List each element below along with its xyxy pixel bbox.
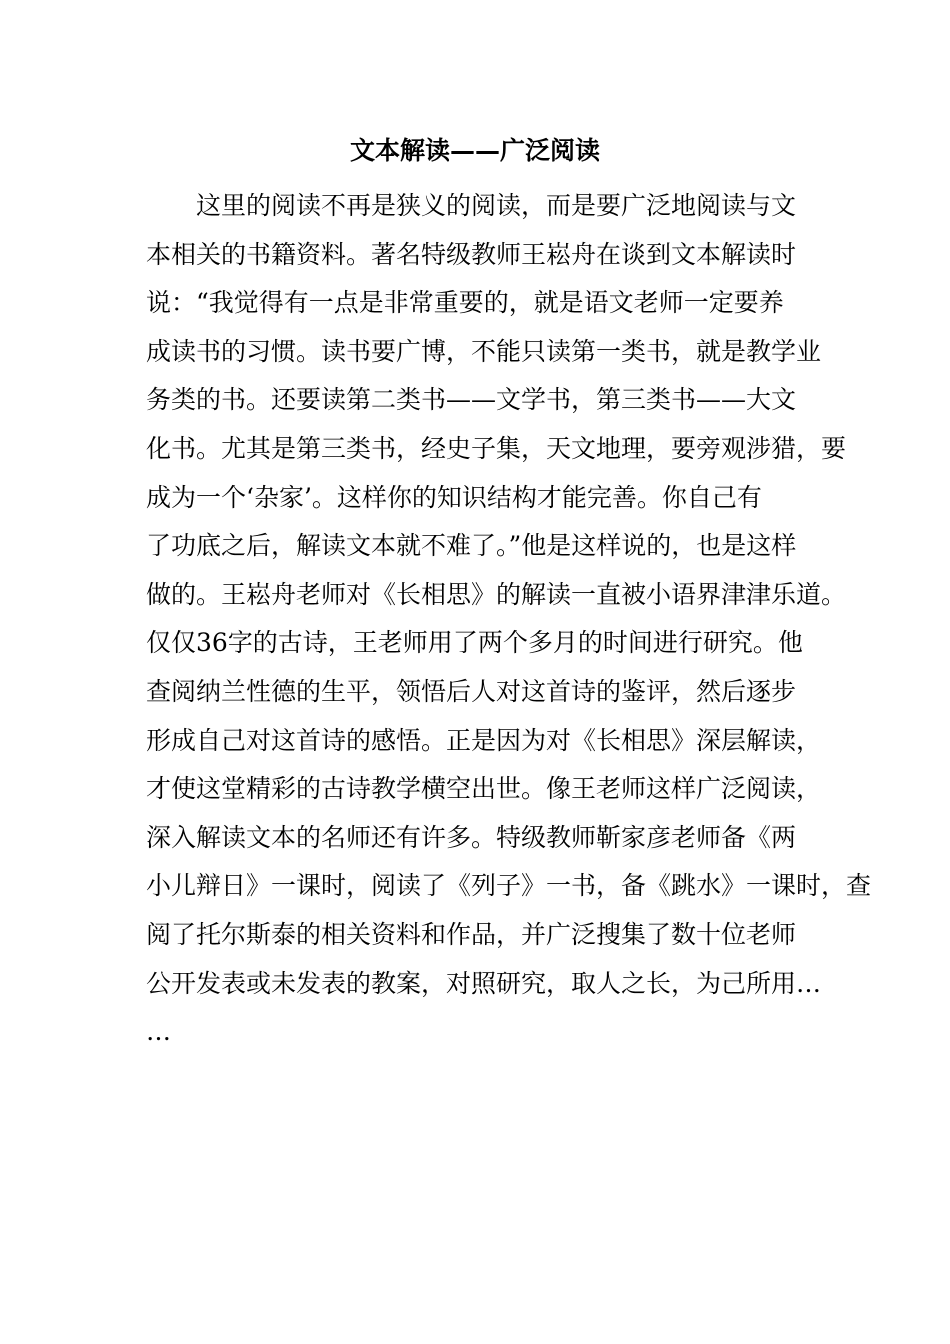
paragraph-line: 阅了托尔斯泰的相关资料和作品，并广泛搜集了数十位老师 — [146, 919, 797, 949]
paragraph-line: 做的。王崧舟老师对《长相思》的解读一直被小语界津津乐道。 — [146, 579, 847, 609]
paragraph-line: … — [146, 1017, 171, 1047]
paragraph-line: 查阅纳兰性德的生平，领悟后人对这首诗的鉴评，然后逐步 — [146, 676, 797, 706]
document-title: 文本解读——广泛阅读 — [349, 136, 600, 165]
paragraph-line: 务类的书。还要读第二类书——文学书，第三类书——大文 — [146, 385, 797, 415]
paragraph-line: 成为一个‘杂家’。这样你的知识结构才能完善。你自己有 — [146, 482, 762, 512]
paragraph-line: 这里的阅读不再是狭义的阅读，而是要广泛地阅读与文 — [196, 191, 797, 220]
paragraph-line: 本相关的书籍资料。著名特级教师王崧舟在谈到文本解读时 — [146, 239, 797, 269]
paragraph-line: 公开发表或未发表的教案，对照研究，取人之长，为己所用… — [146, 968, 822, 998]
paragraph-line: 化书。尤其是第三类书，经史子集，天文地理，要旁观涉猎，要 — [146, 433, 847, 463]
paragraph-line: 成读书的习惯。读书要广博，不能只读第一类书，就是教学业 — [146, 336, 822, 366]
paragraph-line: 仅仅36字的古诗，王老师用了两个多月的时间进行研究。他 — [146, 628, 803, 658]
paragraph-line: 小儿辩日》一课时，阅读了《列子》一书，备《跳水》一课时，查 — [146, 871, 872, 901]
document-body — [146, 182, 872, 1057]
paragraph-line: 了功底之后，解读文本就不难了。”他是这样说的，也是这样 — [146, 531, 797, 561]
paragraph-line: 形成自己对这首诗的感悟。正是因为对《长相思》深层解读， — [146, 725, 822, 755]
paragraph-line: 才使这堂精彩的古诗教学横空出世。像王老师这样广泛阅读， — [146, 774, 822, 804]
paragraph-line: 说：“我觉得有一点是非常重要的，就是语文老师一定要养 — [146, 288, 784, 318]
paragraph-line: 深入解读文本的名师还有许多。特级教师靳家彦老师备《两 — [146, 822, 797, 852]
